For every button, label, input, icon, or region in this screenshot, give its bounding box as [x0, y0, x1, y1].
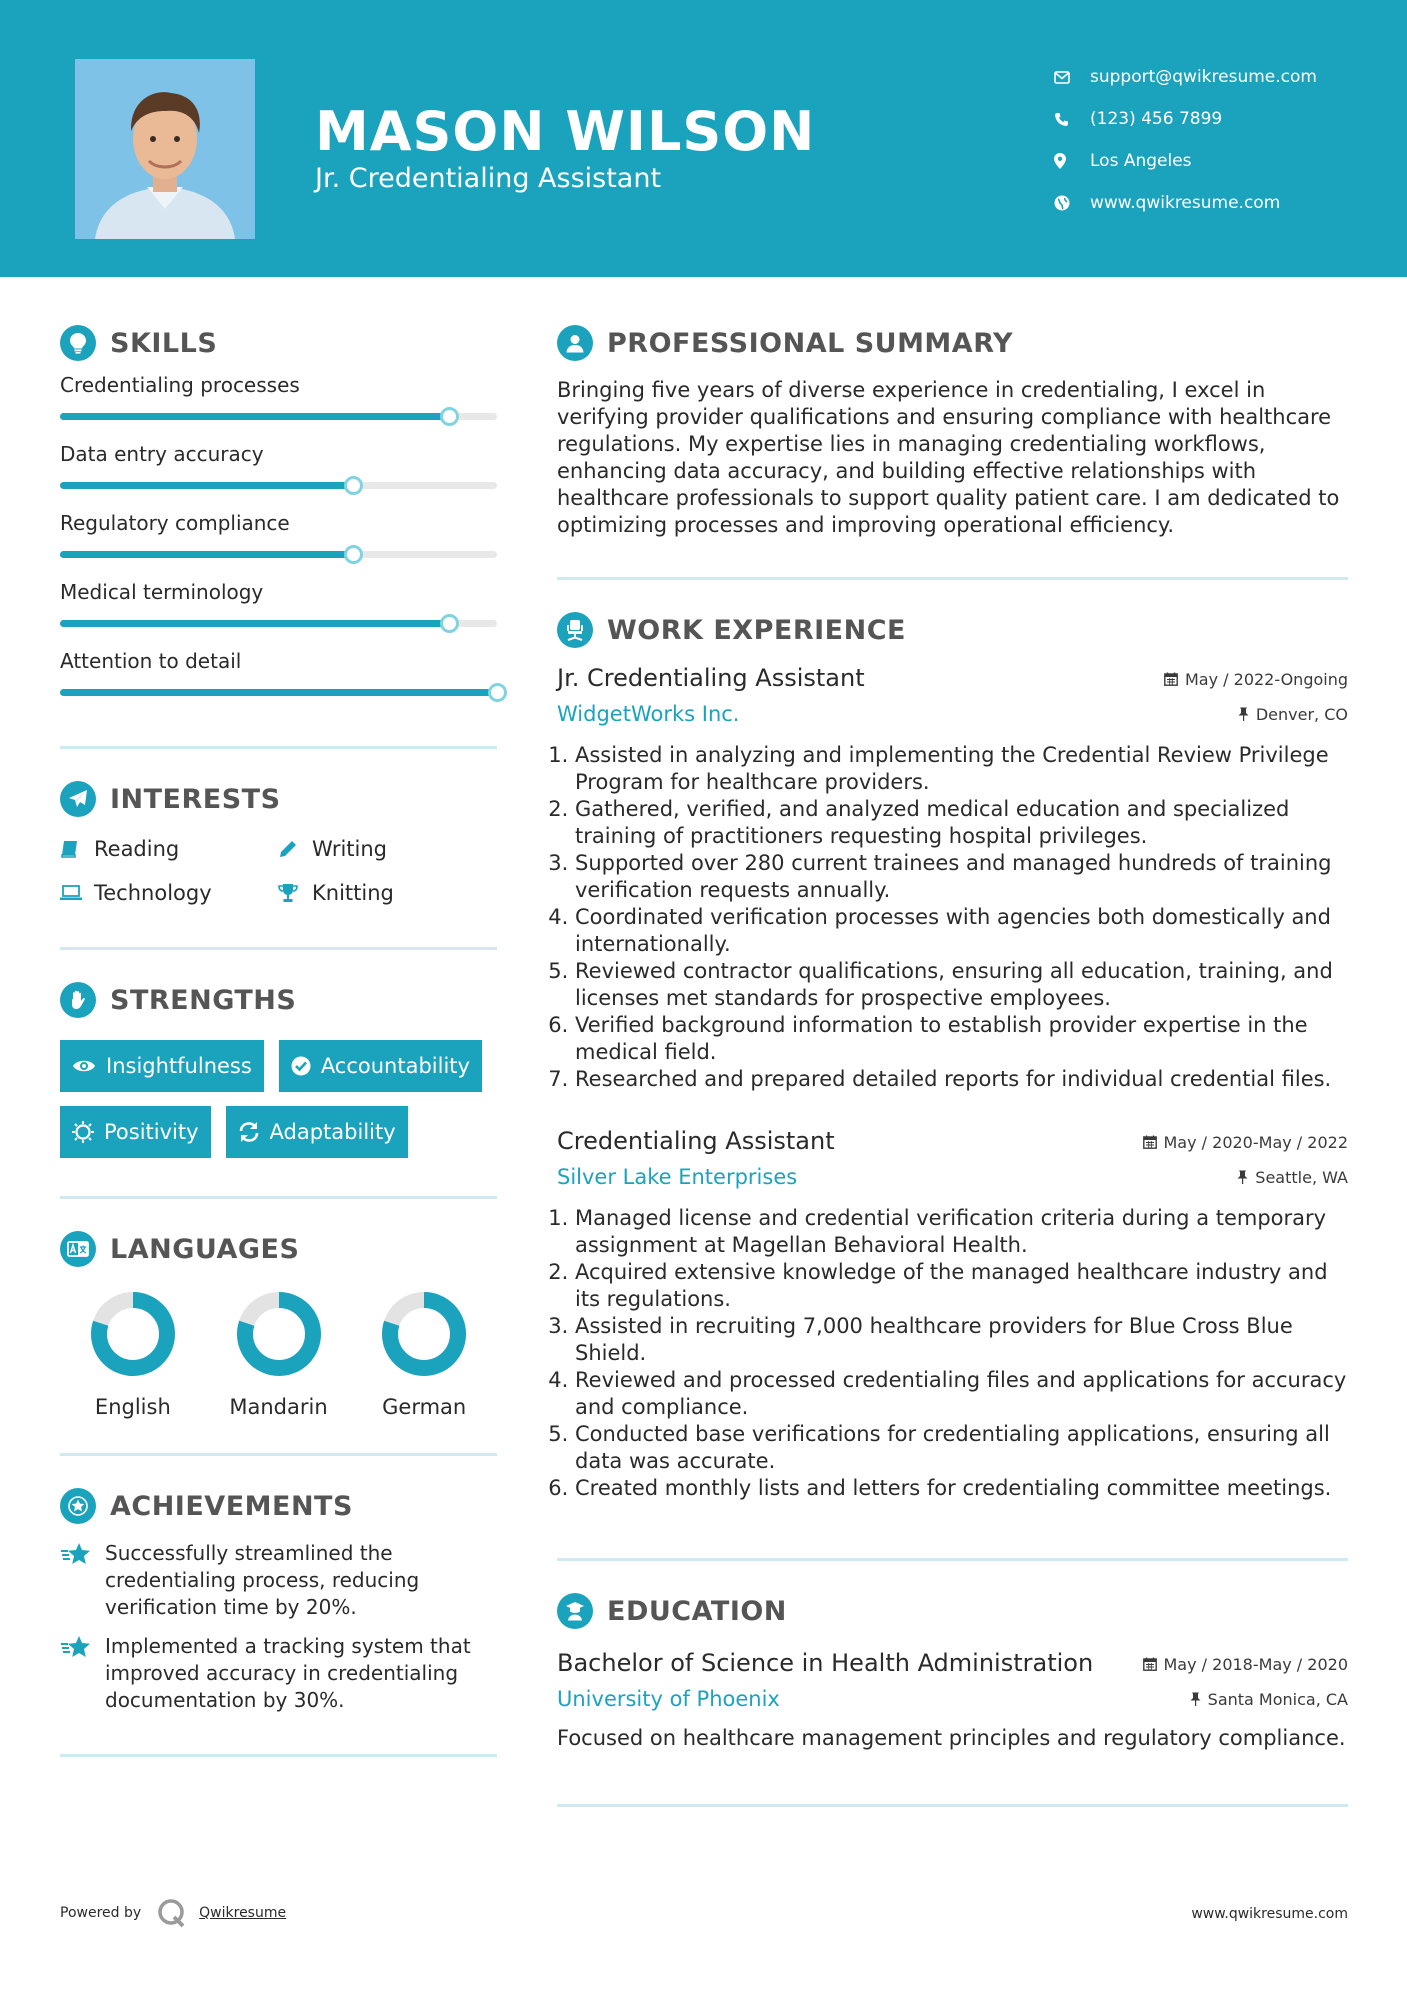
sun-icon [72, 1121, 94, 1143]
star-icon [60, 1633, 105, 1714]
skill-label: Credentialing processes [60, 373, 300, 397]
skill-bar-fill [60, 689, 497, 696]
lightbulb-icon [60, 325, 96, 361]
job-bullet: 6. Created monthly lists and letters for credentialing committee meetings. [575, 1475, 1348, 1502]
job-bullet: 2. Gathered, verified, and analyzed medical education and specialized training of practitioners requesting hospital privileges. [575, 796, 1348, 850]
job-bullets [557, 742, 1348, 1093]
skill-bar-knob[interactable] [440, 614, 459, 633]
job-bullet: 2. Acquired extensive knowledge of the managed healthcare industry and its regulations. [575, 1259, 1348, 1313]
strength-label: Insightfulness [106, 1054, 252, 1078]
job-top-row [557, 1127, 1348, 1155]
skill-bar [60, 551, 497, 558]
job-bullet: 4. Coordinated verification processes with agencies both domestically and internationally. [575, 904, 1348, 958]
contact-list [1054, 56, 1317, 224]
globe-icon [1054, 195, 1090, 211]
company-name: WidgetWorks Inc. [557, 702, 740, 726]
phone-icon [1054, 112, 1090, 127]
language-icon [60, 1231, 96, 1267]
left-column [60, 277, 497, 1757]
strength-label: Accountability [320, 1054, 470, 1078]
section-divider [557, 1558, 1348, 1561]
interests-section [60, 779, 497, 950]
job-location-text: Denver, CO [1255, 704, 1348, 724]
qwikresume-logo-icon [157, 1898, 187, 1928]
achievement-item [60, 1540, 497, 1621]
strengths-section [60, 980, 497, 1199]
skill-item [60, 373, 497, 420]
skill-label: Attention to detail [60, 649, 242, 673]
job-sub-row [557, 1165, 1348, 1189]
skill-bar [60, 413, 497, 420]
language-name: German [382, 1395, 467, 1419]
education-location [1190, 1690, 1348, 1709]
strengths-list [60, 1040, 497, 1158]
summary-text: Bringing five years of diverse experience in credentialing, I excel in verifying provider qualifications and ensuring compliance with healthcare regulations. My expertise lies in managing credentialing workflows, enhancing data accuracy, and building effective relationships with healthcare professionals to support quality patient care. I am dedicated to optimizing processes and improving operational efficiency. [557, 378, 1340, 537]
graduate-icon [557, 1593, 593, 1629]
section-divider [557, 577, 1348, 580]
laptop-icon [60, 885, 94, 901]
skill-bar-fill [60, 551, 353, 558]
skill-bar-knob[interactable] [488, 683, 507, 702]
interests-title: INTERESTS [110, 783, 281, 815]
footer-website[interactable]: www.qwikresume.com [1191, 1906, 1348, 1922]
skills-list [60, 373, 497, 696]
location-text: Los Angeles [1090, 151, 1192, 171]
brand-link[interactable]: Qwikresume [199, 1905, 287, 1921]
eye-icon [72, 1058, 96, 1074]
job-top-row [557, 664, 1348, 692]
calendar-icon [1143, 1657, 1157, 1671]
strength-label: Adaptability [269, 1120, 396, 1144]
language-item [206, 1291, 352, 1419]
skills-title: SKILLS [110, 327, 218, 359]
school-name: University of Phoenix [557, 1687, 780, 1711]
skill-label: Regulatory compliance [60, 511, 290, 535]
office-chair-icon [557, 612, 593, 648]
languages-header [60, 1229, 497, 1269]
job-entry [557, 1127, 1348, 1502]
languages-list [60, 1291, 497, 1419]
interest-label: Reading [94, 837, 180, 861]
profile-photo [75, 59, 255, 239]
languages-section [60, 1229, 497, 1456]
pushpin-icon [1238, 707, 1249, 721]
calendar-icon [1164, 672, 1178, 686]
powered-by-text: Powered by [60, 1905, 142, 1921]
summary-header [557, 323, 1348, 363]
skill-bar-knob[interactable] [440, 407, 459, 426]
languages-title: LANGUAGES [110, 1233, 300, 1265]
skill-bar [60, 482, 497, 489]
education-date [1143, 1655, 1349, 1674]
map-pin-icon [1054, 153, 1090, 169]
skill-bar-knob[interactable] [344, 545, 363, 564]
experience-section [557, 610, 1348, 1561]
skill-label: Data entry accuracy [60, 442, 264, 466]
experience-title: WORK EXPERIENCE [607, 614, 906, 646]
education-top-row [557, 1649, 1348, 1677]
right-column [557, 277, 1348, 1807]
jobs-list [557, 664, 1348, 1502]
job-date [1143, 1133, 1349, 1152]
pushpin-icon [1190, 1692, 1201, 1706]
job-date-text: May / 2022-Ongoing [1185, 669, 1348, 689]
education-description: Focused on healthcare management principles and regulatory compliance. [557, 1726, 1346, 1750]
achievement-text: Implemented a tracking system that improved accuracy in credentialing documentation by 30%. [105, 1634, 471, 1712]
strength-chip [60, 1040, 264, 1092]
education-location-text: Santa Monica, CA [1207, 1689, 1348, 1709]
section-divider [557, 1804, 1348, 1807]
language-donut [236, 1291, 322, 1377]
degree-title: Bachelor of Science in Health Administration [557, 1649, 1094, 1677]
interest-item [60, 837, 278, 861]
contact-email [1054, 56, 1317, 98]
education-section [557, 1591, 1348, 1807]
hand-icon [60, 982, 96, 1018]
job-title: Credentialing Assistant [557, 1127, 835, 1155]
skill-item [60, 649, 497, 696]
job-bullet: 4. Reviewed and processed credentialing files and applications for accuracy and compliance. [575, 1367, 1348, 1421]
job-bullet: 5. Reviewed contractor qualifications, ensuring all education, training, and licenses met standards for prospective employees. [575, 958, 1348, 1012]
pushpin-icon [1237, 1170, 1248, 1184]
job-entry [557, 664, 1348, 1093]
user-icon [557, 325, 593, 361]
education-header [557, 1591, 1348, 1631]
strength-label: Positivity [104, 1120, 199, 1144]
book-icon [60, 839, 94, 859]
resume-header [0, 0, 1407, 277]
skills-section [60, 323, 497, 749]
summary-section [557, 323, 1348, 580]
education-date-text: May / 2018-May / 2020 [1163, 1654, 1348, 1674]
language-item [60, 1291, 206, 1419]
interest-label: Writing [312, 837, 387, 861]
interests-list [60, 837, 497, 905]
skill-bar [60, 689, 497, 696]
skills-header [60, 323, 497, 363]
star-badge-icon [60, 1488, 96, 1524]
job-location-text: Seattle, WA [1255, 1167, 1348, 1187]
skill-bar-fill [60, 482, 353, 489]
achievement-item [60, 1633, 497, 1714]
skill-bar-fill [60, 413, 449, 420]
interest-item [278, 881, 496, 905]
candidate-role: Jr. Credentialing Assistant [315, 163, 662, 194]
strength-chip [60, 1106, 211, 1158]
interest-item [60, 881, 278, 905]
company-name: Silver Lake Enterprises [557, 1165, 798, 1189]
interest-label: Technology [94, 881, 212, 905]
interests-header [60, 779, 497, 819]
contact-location [1054, 140, 1317, 182]
language-name: Mandarin [229, 1395, 328, 1419]
education-title: EDUCATION [607, 1595, 787, 1627]
language-donut [90, 1291, 176, 1377]
paper-plane-icon [60, 781, 96, 817]
job-bullet: 3. Assisted in recruiting 7,000 healthcare providers for Blue Cross Blue Shield. [575, 1313, 1348, 1367]
job-date [1164, 670, 1348, 689]
candidate-name: MASON WILSON [315, 100, 816, 163]
footer-branding [60, 1898, 286, 1928]
strength-chip [279, 1040, 482, 1092]
star-icon [60, 1540, 105, 1621]
skill-item [60, 442, 497, 489]
website-link[interactable]: www.qwikresume.com [1090, 193, 1281, 213]
skill-item [60, 511, 497, 558]
job-bullet: 1. Managed license and credential verification criteria during a temporary assignment at Magellan Behavioral Health. [575, 1205, 1348, 1259]
job-bullets [557, 1205, 1348, 1502]
job-bullet: 5. Conducted base verifications for credentialing applications, ensuring all data was accurate. [575, 1421, 1348, 1475]
contact-website [1054, 182, 1317, 224]
language-donut [381, 1291, 467, 1377]
section-divider [60, 746, 497, 749]
strength-chip [226, 1106, 408, 1158]
job-location [1238, 705, 1348, 724]
language-item [351, 1291, 497, 1419]
job-location [1237, 1168, 1348, 1187]
interest-label: Knitting [312, 881, 394, 905]
strengths-header [60, 980, 497, 1020]
achievement-text: Successfully streamlined the credentialing process, reducing verification time by 20%. [105, 1541, 420, 1619]
section-divider [60, 1754, 497, 1757]
experience-header [557, 610, 1348, 650]
language-name: English [94, 1395, 171, 1419]
trophy-icon [278, 883, 312, 903]
interest-item [278, 837, 496, 861]
job-bullet: 3. Supported over 280 current trainees and managed hundreds of training verification requests annually. [575, 850, 1348, 904]
job-bullet: 1. Assisted in analyzing and implementing the Credential Review Privilege Program for healthcare providers. [575, 742, 1348, 796]
check-circle-icon [291, 1056, 311, 1076]
skill-label: Medical terminology [60, 580, 264, 604]
refresh-icon [238, 1121, 260, 1143]
skill-bar [60, 620, 497, 627]
phone-text: (123) 456 7899 [1090, 109, 1223, 129]
pencil-icon [278, 839, 312, 859]
email-link[interactable]: support@qwikresume.com [1090, 67, 1317, 87]
education-sub-row [557, 1687, 1348, 1711]
job-title: Jr. Credentialing Assistant [557, 664, 865, 692]
education-entry [557, 1649, 1348, 1752]
job-sub-row [557, 702, 1348, 726]
job-date-text: May / 2020-May / 2022 [1163, 1132, 1348, 1152]
section-divider [60, 1196, 497, 1199]
contact-phone [1054, 98, 1317, 140]
achievements-title: ACHIEVEMENTS [110, 1490, 353, 1522]
section-divider [60, 947, 497, 950]
calendar-icon [1143, 1135, 1157, 1149]
achievements-header [60, 1486, 497, 1526]
summary-title: PROFESSIONAL SUMMARY [607, 327, 1014, 359]
skill-bar-knob[interactable] [344, 476, 363, 495]
job-bullet: 6. Verified background information to establish provider expertise in the medical field. [575, 1012, 1348, 1066]
envelope-icon [1054, 71, 1090, 84]
job-bullet: 7. Researched and prepared detailed reports for individual credential files. [575, 1066, 1348, 1093]
skill-item [60, 580, 497, 627]
skill-bar-fill [60, 620, 449, 627]
section-divider [60, 1453, 497, 1456]
strengths-title: STRENGTHS [110, 984, 297, 1016]
achievements-section [60, 1486, 497, 1757]
